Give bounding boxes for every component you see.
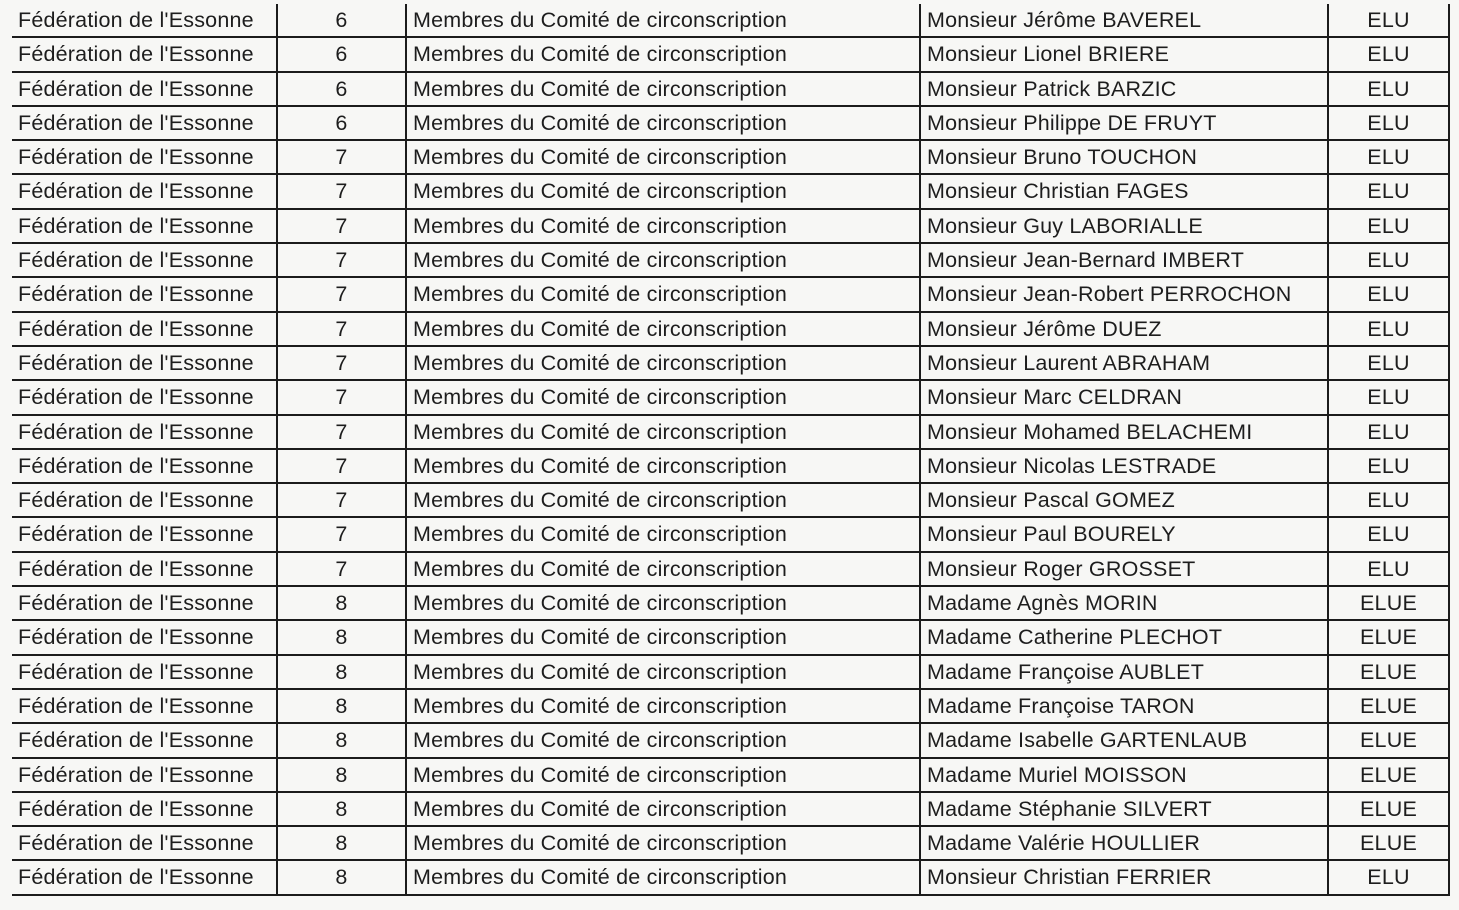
status-cell: ELUE	[1328, 655, 1449, 689]
member-name-cell: Monsieur Christian FAGES	[920, 174, 1328, 208]
table-row	[12, 586, 1449, 620]
member-name-cell: Monsieur Mohamed BELACHEMI	[920, 415, 1328, 449]
table-row	[12, 826, 1449, 860]
status-cell: ELU	[1328, 346, 1449, 380]
table-row	[12, 277, 1449, 311]
circonscription-cell: 6	[277, 37, 406, 71]
table-row	[12, 4, 1449, 37]
member-name-cell: Monsieur Guy LABORIALLE	[920, 209, 1328, 243]
table-row	[12, 552, 1449, 586]
federation-cell: Fédération de l'Essonne	[12, 792, 277, 826]
federation-cell: Fédération de l'Essonne	[12, 243, 277, 277]
table-row	[12, 449, 1449, 483]
member-name-cell: Madame Muriel MOISSON	[920, 758, 1328, 792]
federation-cell: Fédération de l'Essonne	[12, 72, 277, 106]
status-cell: ELU	[1328, 860, 1449, 894]
role-cell: Membres du Comité de circonscription	[406, 243, 920, 277]
status-cell: ELU	[1328, 106, 1449, 140]
circonscription-cell: 6	[277, 72, 406, 106]
status-cell: ELU	[1328, 37, 1449, 71]
federation-cell: Fédération de l'Essonne	[12, 380, 277, 414]
member-name-cell: Madame Valérie HOULLIER	[920, 826, 1328, 860]
federation-cell: Fédération de l'Essonne	[12, 140, 277, 174]
status-cell: ELU	[1328, 415, 1449, 449]
status-cell: ELUE	[1328, 689, 1449, 723]
federation-cell: Fédération de l'Essonne	[12, 552, 277, 586]
role-cell: Membres du Comité de circonscription	[406, 792, 920, 826]
table-row	[12, 758, 1449, 792]
table-row	[12, 483, 1449, 517]
table-body	[12, 4, 1449, 895]
member-name-cell: Madame Isabelle GARTENLAUB	[920, 723, 1328, 757]
federation-cell: Fédération de l'Essonne	[12, 483, 277, 517]
member-name-cell: Monsieur Patrick BARZIC	[920, 72, 1328, 106]
circonscription-cell: 8	[277, 655, 406, 689]
status-cell: ELU	[1328, 449, 1449, 483]
status-cell: ELU	[1328, 552, 1449, 586]
role-cell: Membres du Comité de circonscription	[406, 449, 920, 483]
status-cell: ELUE	[1328, 792, 1449, 826]
table-row	[12, 655, 1449, 689]
circonscription-cell: 7	[277, 380, 406, 414]
table-row	[12, 517, 1449, 551]
circonscription-cell: 8	[277, 586, 406, 620]
role-cell: Membres du Comité de circonscription	[406, 277, 920, 311]
member-name-cell: Monsieur Lionel BRIERE	[920, 37, 1328, 71]
member-name-cell: Madame Catherine PLECHOT	[920, 620, 1328, 654]
role-cell: Membres du Comité de circonscription	[406, 586, 920, 620]
role-cell: Membres du Comité de circonscription	[406, 723, 920, 757]
circonscription-cell: 7	[277, 346, 406, 380]
status-cell: ELU	[1328, 517, 1449, 551]
federation-cell: Fédération de l'Essonne	[12, 174, 277, 208]
member-name-cell: Madame Françoise AUBLET	[920, 655, 1328, 689]
table-row	[12, 415, 1449, 449]
table-row	[12, 723, 1449, 757]
table-row	[12, 312, 1449, 346]
federation-cell: Fédération de l'Essonne	[12, 449, 277, 483]
federation-cell: Fédération de l'Essonne	[12, 586, 277, 620]
status-cell: ELUE	[1328, 758, 1449, 792]
circonscription-cell: 8	[277, 758, 406, 792]
circonscription-cell: 6	[277, 4, 406, 37]
federation-cell: Fédération de l'Essonne	[12, 346, 277, 380]
role-cell: Membres du Comité de circonscription	[406, 517, 920, 551]
federation-cell: Fédération de l'Essonne	[12, 312, 277, 346]
table-row	[12, 72, 1449, 106]
status-cell: ELU	[1328, 380, 1449, 414]
federation-cell: Fédération de l'Essonne	[12, 723, 277, 757]
status-cell: ELU	[1328, 174, 1449, 208]
member-name-cell: Monsieur Philippe DE FRUYT	[920, 106, 1328, 140]
member-name-cell: Monsieur Jean-Robert PERROCHON	[920, 277, 1328, 311]
table-row	[12, 174, 1449, 208]
status-cell: ELU	[1328, 277, 1449, 311]
table-row	[12, 346, 1449, 380]
federation-cell: Fédération de l'Essonne	[12, 655, 277, 689]
member-name-cell: Monsieur Jérôme DUEZ	[920, 312, 1328, 346]
table-row	[12, 620, 1449, 654]
role-cell: Membres du Comité de circonscription	[406, 4, 920, 37]
circonscription-cell: 7	[277, 415, 406, 449]
table-row	[12, 106, 1449, 140]
circonscription-cell: 7	[277, 312, 406, 346]
circonscription-cell: 8	[277, 826, 406, 860]
member-name-cell: Monsieur Laurent ABRAHAM	[920, 346, 1328, 380]
circonscription-cell: 8	[277, 860, 406, 894]
table-row	[12, 380, 1449, 414]
status-cell: ELUE	[1328, 723, 1449, 757]
role-cell: Membres du Comité de circonscription	[406, 552, 920, 586]
circonscription-cell: 7	[277, 243, 406, 277]
circonscription-cell: 7	[277, 174, 406, 208]
table-row	[12, 209, 1449, 243]
circonscription-cell: 7	[277, 277, 406, 311]
status-cell: ELUE	[1328, 826, 1449, 860]
table-row	[12, 689, 1449, 723]
status-cell: ELUE	[1328, 586, 1449, 620]
role-cell: Membres du Comité de circonscription	[406, 174, 920, 208]
status-cell: ELU	[1328, 140, 1449, 174]
member-name-cell: Monsieur Paul BOURELY	[920, 517, 1328, 551]
table-row	[12, 243, 1449, 277]
election-results-table	[12, 4, 1450, 896]
member-name-cell: Monsieur Bruno TOUCHON	[920, 140, 1328, 174]
federation-cell: Fédération de l'Essonne	[12, 415, 277, 449]
table-row	[12, 37, 1449, 71]
role-cell: Membres du Comité de circonscription	[406, 209, 920, 243]
circonscription-cell: 7	[277, 449, 406, 483]
status-cell: ELU	[1328, 4, 1449, 37]
federation-cell: Fédération de l'Essonne	[12, 277, 277, 311]
federation-cell: Fédération de l'Essonne	[12, 689, 277, 723]
circonscription-cell: 8	[277, 689, 406, 723]
member-name-cell: Monsieur Jean-Bernard IMBERT	[920, 243, 1328, 277]
role-cell: Membres du Comité de circonscription	[406, 140, 920, 174]
role-cell: Membres du Comité de circonscription	[406, 758, 920, 792]
circonscription-cell: 7	[277, 552, 406, 586]
role-cell: Membres du Comité de circonscription	[406, 346, 920, 380]
member-name-cell: Monsieur Jérôme BAVEREL	[920, 4, 1328, 37]
role-cell: Membres du Comité de circonscription	[406, 483, 920, 517]
role-cell: Membres du Comité de circonscription	[406, 380, 920, 414]
role-cell: Membres du Comité de circonscription	[406, 826, 920, 860]
role-cell: Membres du Comité de circonscription	[406, 860, 920, 894]
role-cell: Membres du Comité de circonscription	[406, 415, 920, 449]
member-name-cell: Monsieur Christian FERRIER	[920, 860, 1328, 894]
table-row	[12, 792, 1449, 826]
status-cell: ELU	[1328, 243, 1449, 277]
role-cell: Membres du Comité de circonscription	[406, 106, 920, 140]
circonscription-cell: 7	[277, 140, 406, 174]
federation-cell: Fédération de l'Essonne	[12, 106, 277, 140]
status-cell: ELU	[1328, 312, 1449, 346]
member-name-cell: Madame Agnès MORIN	[920, 586, 1328, 620]
status-cell: ELU	[1328, 209, 1449, 243]
member-name-cell: Madame Stéphanie SILVERT	[920, 792, 1328, 826]
role-cell: Membres du Comité de circonscription	[406, 72, 920, 106]
circonscription-cell: 7	[277, 209, 406, 243]
role-cell: Membres du Comité de circonscription	[406, 312, 920, 346]
role-cell: Membres du Comité de circonscription	[406, 37, 920, 71]
member-name-cell: Monsieur Roger GROSSET	[920, 552, 1328, 586]
circonscription-cell: 8	[277, 620, 406, 654]
table-row	[12, 860, 1449, 894]
federation-cell: Fédération de l'Essonne	[12, 620, 277, 654]
circonscription-cell: 6	[277, 106, 406, 140]
federation-cell: Fédération de l'Essonne	[12, 826, 277, 860]
federation-cell: Fédération de l'Essonne	[12, 758, 277, 792]
table-row	[12, 140, 1449, 174]
member-name-cell: Monsieur Marc CELDRAN	[920, 380, 1328, 414]
role-cell: Membres du Comité de circonscription	[406, 620, 920, 654]
member-name-cell: Madame Françoise TARON	[920, 689, 1328, 723]
circonscription-cell: 7	[277, 517, 406, 551]
member-name-cell: Monsieur Pascal GOMEZ	[920, 483, 1328, 517]
member-name-cell: Monsieur Nicolas LESTRADE	[920, 449, 1328, 483]
status-cell: ELU	[1328, 483, 1449, 517]
federation-cell: Fédération de l'Essonne	[12, 860, 277, 894]
role-cell: Membres du Comité de circonscription	[406, 689, 920, 723]
role-cell: Membres du Comité de circonscription	[406, 655, 920, 689]
federation-cell: Fédération de l'Essonne	[12, 517, 277, 551]
circonscription-cell: 8	[277, 723, 406, 757]
federation-cell: Fédération de l'Essonne	[12, 4, 277, 37]
federation-cell: Fédération de l'Essonne	[12, 37, 277, 71]
status-cell: ELU	[1328, 72, 1449, 106]
circonscription-cell: 8	[277, 792, 406, 826]
status-cell: ELUE	[1328, 620, 1449, 654]
federation-cell: Fédération de l'Essonne	[12, 209, 277, 243]
circonscription-cell: 7	[277, 483, 406, 517]
